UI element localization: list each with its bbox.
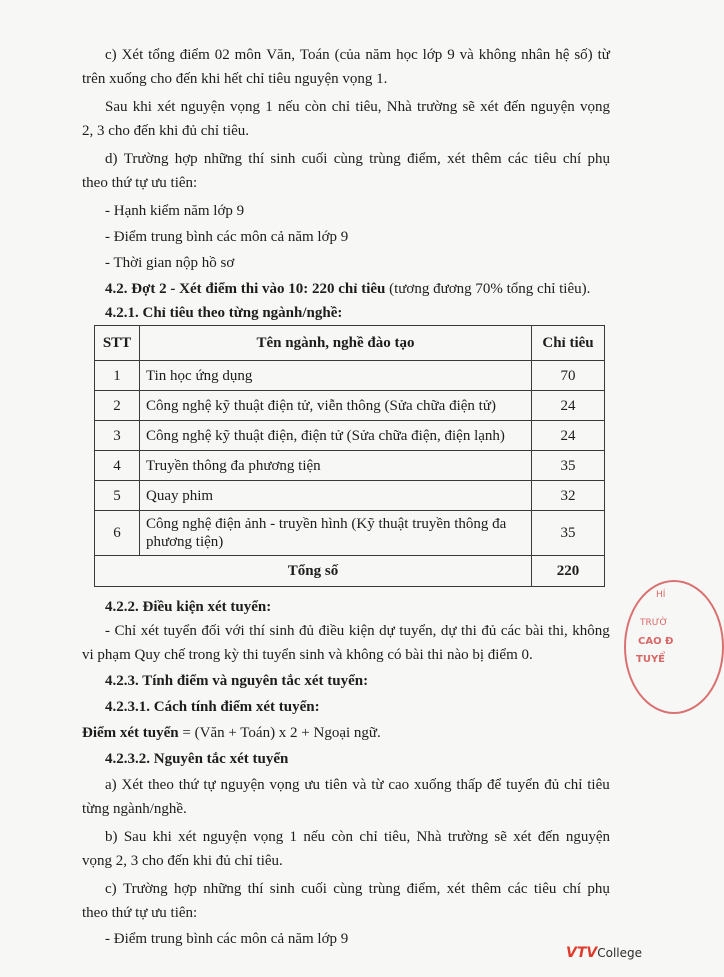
word: cùng bbox=[333, 881, 363, 897]
cell-quota: 32 bbox=[532, 481, 605, 511]
word: a) bbox=[105, 777, 117, 793]
word: 02 bbox=[214, 47, 230, 63]
cell-stt: 1 bbox=[95, 361, 140, 391]
word: bài bbox=[525, 623, 544, 639]
word: những bbox=[203, 151, 243, 167]
section-4-2-3-heading: 4.2.3. Tính điểm và nguyên tắc xét tuyển: bbox=[105, 673, 369, 689]
priority-item: - Điểm trung bình các môn cả năm lớp 9 bbox=[105, 229, 349, 245]
word: tiêu bbox=[534, 151, 557, 167]
para-after1-line1 bbox=[105, 98, 610, 116]
word: tuyển bbox=[163, 623, 197, 639]
word: đủ bbox=[298, 623, 314, 639]
word: dự bbox=[440, 623, 457, 639]
word: cuối bbox=[301, 881, 327, 897]
cell-stt: 5 bbox=[95, 481, 140, 511]
word: còn bbox=[331, 829, 354, 845]
red-stamp bbox=[624, 580, 724, 714]
rule-b-line2: vọng 2, 3 cho đến khi đủ chỉ tiêu. bbox=[82, 853, 283, 869]
cell-name: Công nghệ kỹ thuật điện tử, viễn thông (Sửa chữa điện tử) bbox=[140, 391, 532, 421]
word: 1 bbox=[289, 829, 298, 845]
word: Sau bbox=[123, 829, 147, 845]
word: thêm bbox=[471, 881, 502, 897]
word: Toán bbox=[299, 47, 330, 63]
section-4-2-2-heading: 4.2.2. Điều kiện xét tuyển: bbox=[105, 599, 272, 615]
col-header-quota: Chỉ tiêu bbox=[532, 326, 605, 361]
para-c1-line1 bbox=[105, 46, 610, 64]
word: sinh bbox=[269, 881, 295, 897]
word: trùng bbox=[369, 151, 401, 167]
word: kiện bbox=[348, 623, 375, 639]
cell-name: Công nghệ điện ảnh - truyền hình (Kỹ thuật truyền thông đa phương tiện) bbox=[140, 511, 532, 556]
table-row bbox=[95, 391, 605, 421]
word: các bbox=[507, 151, 528, 167]
rule-b-line1 bbox=[105, 828, 610, 846]
vtv-college-logo bbox=[566, 945, 642, 961]
cell-quota: 35 bbox=[532, 511, 605, 556]
condition-line1 bbox=[105, 622, 610, 640]
word: trùng bbox=[368, 881, 401, 897]
word: thi, bbox=[548, 623, 568, 639]
word: thi bbox=[461, 623, 477, 639]
section-4-2-3-2-heading: 4.2.3.2. Nguyên tắc xét tuyển bbox=[105, 751, 289, 767]
word: số) bbox=[574, 47, 593, 63]
word: và bbox=[459, 47, 474, 63]
word: trường bbox=[417, 99, 458, 115]
word: từ bbox=[597, 47, 610, 63]
word: Nhà bbox=[386, 99, 412, 115]
priority-item: - Hạnh kiểm năm lớp 9 bbox=[105, 203, 245, 219]
word: nếu bbox=[277, 99, 300, 115]
word: tuyển, bbox=[399, 623, 437, 639]
cell-stt: 6 bbox=[95, 511, 140, 556]
word: tiêu, bbox=[355, 99, 382, 115]
word: phụ bbox=[587, 881, 610, 897]
word: Sau bbox=[105, 99, 128, 115]
table-row bbox=[95, 451, 605, 481]
word: vọng bbox=[580, 99, 610, 115]
word: điểm, bbox=[406, 881, 441, 897]
word: thêm bbox=[471, 151, 502, 167]
word: điểm bbox=[179, 47, 210, 63]
word: tiêu bbox=[587, 777, 610, 793]
word: xét bbox=[513, 829, 532, 845]
word: xét bbox=[140, 623, 160, 639]
word: cùng bbox=[333, 151, 363, 167]
word: xét bbox=[480, 99, 499, 115]
word: nguyện bbox=[565, 829, 610, 845]
word: cao bbox=[388, 777, 410, 793]
word: chỉ bbox=[359, 829, 378, 845]
total-value: 220 bbox=[532, 556, 605, 587]
condition-line2: vi phạm Quy chế trong kỳ thi tuyển sinh và không có bài thi nào bị điểm 0. bbox=[82, 647, 533, 663]
word: xuống bbox=[414, 777, 452, 793]
word: tiên bbox=[324, 777, 348, 793]
word: xét bbox=[446, 881, 466, 897]
word: ưu bbox=[304, 777, 320, 793]
word: Xét bbox=[121, 47, 144, 63]
word: sinh bbox=[270, 151, 296, 167]
cell-quota: 35 bbox=[532, 451, 605, 481]
word: đủ bbox=[481, 623, 497, 639]
logo-brand: VTV bbox=[566, 945, 598, 961]
word: tuyển bbox=[506, 777, 540, 793]
word: khi bbox=[152, 829, 172, 845]
stamp-text: TRƯỜ bbox=[640, 618, 668, 628]
word: lớp bbox=[422, 47, 443, 63]
word: học bbox=[396, 47, 418, 63]
word: trường bbox=[447, 829, 489, 845]
section-4-2-1-heading: 4.2.1. Chỉ tiêu theo từng ngành/nghề: bbox=[105, 305, 343, 321]
cell-stt: 4 bbox=[95, 451, 140, 481]
word: b) bbox=[105, 829, 118, 845]
table-header-row bbox=[95, 326, 605, 361]
word: d) bbox=[105, 151, 118, 167]
cell-name: Truyền thông đa phương tiện bbox=[140, 451, 532, 481]
cell-stt: 2 bbox=[95, 391, 140, 421]
word: nếu bbox=[303, 829, 326, 845]
stamp-text: HÍ bbox=[656, 590, 666, 600]
formula-expression: = (Văn + Toán) x 2 + Ngoại ngữ. bbox=[178, 725, 381, 741]
word: đối bbox=[201, 623, 221, 639]
cell-quota: 70 bbox=[532, 361, 605, 391]
word: nguyện bbox=[220, 777, 265, 793]
word: thí bbox=[247, 881, 264, 897]
word: những bbox=[203, 881, 242, 897]
quota-table bbox=[94, 325, 605, 587]
word: không bbox=[572, 623, 610, 639]
word: - bbox=[105, 623, 110, 639]
word: sẽ bbox=[494, 829, 507, 845]
word: sẽ bbox=[462, 99, 475, 115]
word: thí bbox=[248, 151, 265, 167]
word: Xét bbox=[121, 777, 144, 793]
para-d-line2: theo thứ tự ưu tiên: bbox=[82, 175, 198, 191]
word: khi bbox=[132, 99, 152, 115]
cell-quota: 24 bbox=[532, 391, 605, 421]
word: theo bbox=[148, 777, 174, 793]
section-4-2-3-1-heading: 4.2.3.1. Cách tính điểm xét tuyển: bbox=[105, 699, 320, 715]
word: Trường bbox=[122, 881, 168, 897]
word: các bbox=[500, 623, 521, 639]
word: nguyện bbox=[202, 829, 247, 845]
word: 9 bbox=[447, 47, 455, 63]
word: nguyện bbox=[180, 99, 225, 115]
cell-quota: 24 bbox=[532, 421, 605, 451]
table-row bbox=[95, 511, 605, 556]
word: không bbox=[478, 47, 517, 63]
word: chỉ bbox=[331, 99, 351, 115]
section-4-2-note: (tương đương 70% tổng chỉ tiêu). bbox=[385, 281, 591, 297]
para-c1-line2: trên xuống cho đến khi hết chỉ tiêu nguyện vọng 1. bbox=[82, 71, 388, 87]
word: hợp bbox=[174, 151, 198, 167]
word: chí bbox=[562, 151, 582, 167]
word: điều bbox=[318, 623, 345, 639]
section-4-2-heading bbox=[105, 280, 610, 298]
word: vọng bbox=[253, 829, 284, 845]
logo-suffix: College bbox=[597, 946, 643, 960]
stamp-text: TUYỂ bbox=[636, 654, 666, 665]
word: tiêu bbox=[533, 881, 557, 897]
cell-stt: 3 bbox=[95, 421, 140, 451]
table-row bbox=[95, 481, 605, 511]
word: dự bbox=[379, 623, 395, 639]
word: c) bbox=[105, 881, 117, 897]
col-header-stt: STT bbox=[95, 326, 140, 361]
last-priority-item: - Điểm trung bình các môn cả năm lớp 9 bbox=[105, 931, 349, 947]
rule-a-line2: từng ngành/nghề. bbox=[82, 801, 187, 817]
word: Nhà bbox=[416, 829, 442, 845]
word: thấp bbox=[456, 777, 483, 793]
word: với bbox=[225, 623, 245, 639]
stamp-text: CAO Đ bbox=[638, 636, 674, 647]
word: xét bbox=[157, 99, 176, 115]
word: Văn, bbox=[266, 47, 295, 63]
total-label: Tổng số bbox=[95, 556, 532, 587]
word: năm bbox=[365, 47, 392, 63]
word: tiêu, bbox=[383, 829, 411, 845]
word: Chỉ bbox=[114, 623, 137, 639]
para-after1-line2: 2, 3 cho đến khi đủ chỉ tiêu. bbox=[82, 123, 250, 139]
word: c) bbox=[105, 47, 117, 63]
word: tự bbox=[203, 777, 216, 793]
word: vọng bbox=[230, 99, 261, 115]
word: cuối bbox=[301, 151, 328, 167]
word: đủ bbox=[544, 777, 560, 793]
section-4-2-bold: 4.2. Đợt 2 - Xét điểm thi vào 10: 220 chỉ tiêu bbox=[105, 281, 386, 297]
word: còn bbox=[304, 99, 327, 115]
word: hệ bbox=[555, 47, 570, 63]
word: nhân bbox=[521, 47, 551, 63]
word: và bbox=[352, 777, 367, 793]
cell-name: Tin học ứng dụng bbox=[140, 361, 532, 391]
table-row bbox=[95, 421, 605, 451]
rule-c-line2: theo thứ tự ưu tiên: bbox=[82, 905, 198, 921]
table-row bbox=[95, 361, 605, 391]
word: môn bbox=[234, 47, 262, 63]
word: xét bbox=[447, 151, 466, 167]
rule-a-line1 bbox=[105, 776, 610, 794]
word: chí bbox=[562, 881, 582, 897]
rule-c-line1 bbox=[105, 880, 610, 898]
formula-label: Điểm xét tuyển bbox=[82, 725, 179, 741]
word: thứ bbox=[178, 777, 199, 793]
word: xét bbox=[178, 829, 197, 845]
table-total-row bbox=[95, 556, 605, 587]
word: các bbox=[507, 881, 528, 897]
word: chỉ bbox=[564, 777, 583, 793]
word: vọng bbox=[269, 777, 300, 793]
word: thí bbox=[249, 623, 265, 639]
cell-name: Công nghệ kỹ thuật điện, điện tử (Sửa chữa điện, điện lạnh) bbox=[140, 421, 532, 451]
formula-line bbox=[82, 724, 610, 742]
cell-name: Quay phim bbox=[140, 481, 532, 511]
word: đến bbox=[537, 829, 560, 845]
word: 1 bbox=[265, 99, 273, 115]
priority-item: - Thời gian nộp hồ sơ bbox=[105, 255, 235, 271]
word: hợp bbox=[173, 881, 197, 897]
word: Trường bbox=[123, 151, 169, 167]
word: để bbox=[487, 777, 502, 793]
word: điểm, bbox=[407, 151, 441, 167]
word: phụ bbox=[587, 151, 610, 167]
word: tổng bbox=[148, 47, 175, 63]
word: nguyện bbox=[530, 99, 575, 115]
word: (của bbox=[334, 47, 361, 63]
word: từ bbox=[371, 777, 384, 793]
word: đến bbox=[503, 99, 526, 115]
para-d-line1 bbox=[105, 150, 610, 168]
word: sinh bbox=[269, 623, 295, 639]
col-header-name: Tên ngành, nghề đào tạo bbox=[140, 326, 532, 361]
